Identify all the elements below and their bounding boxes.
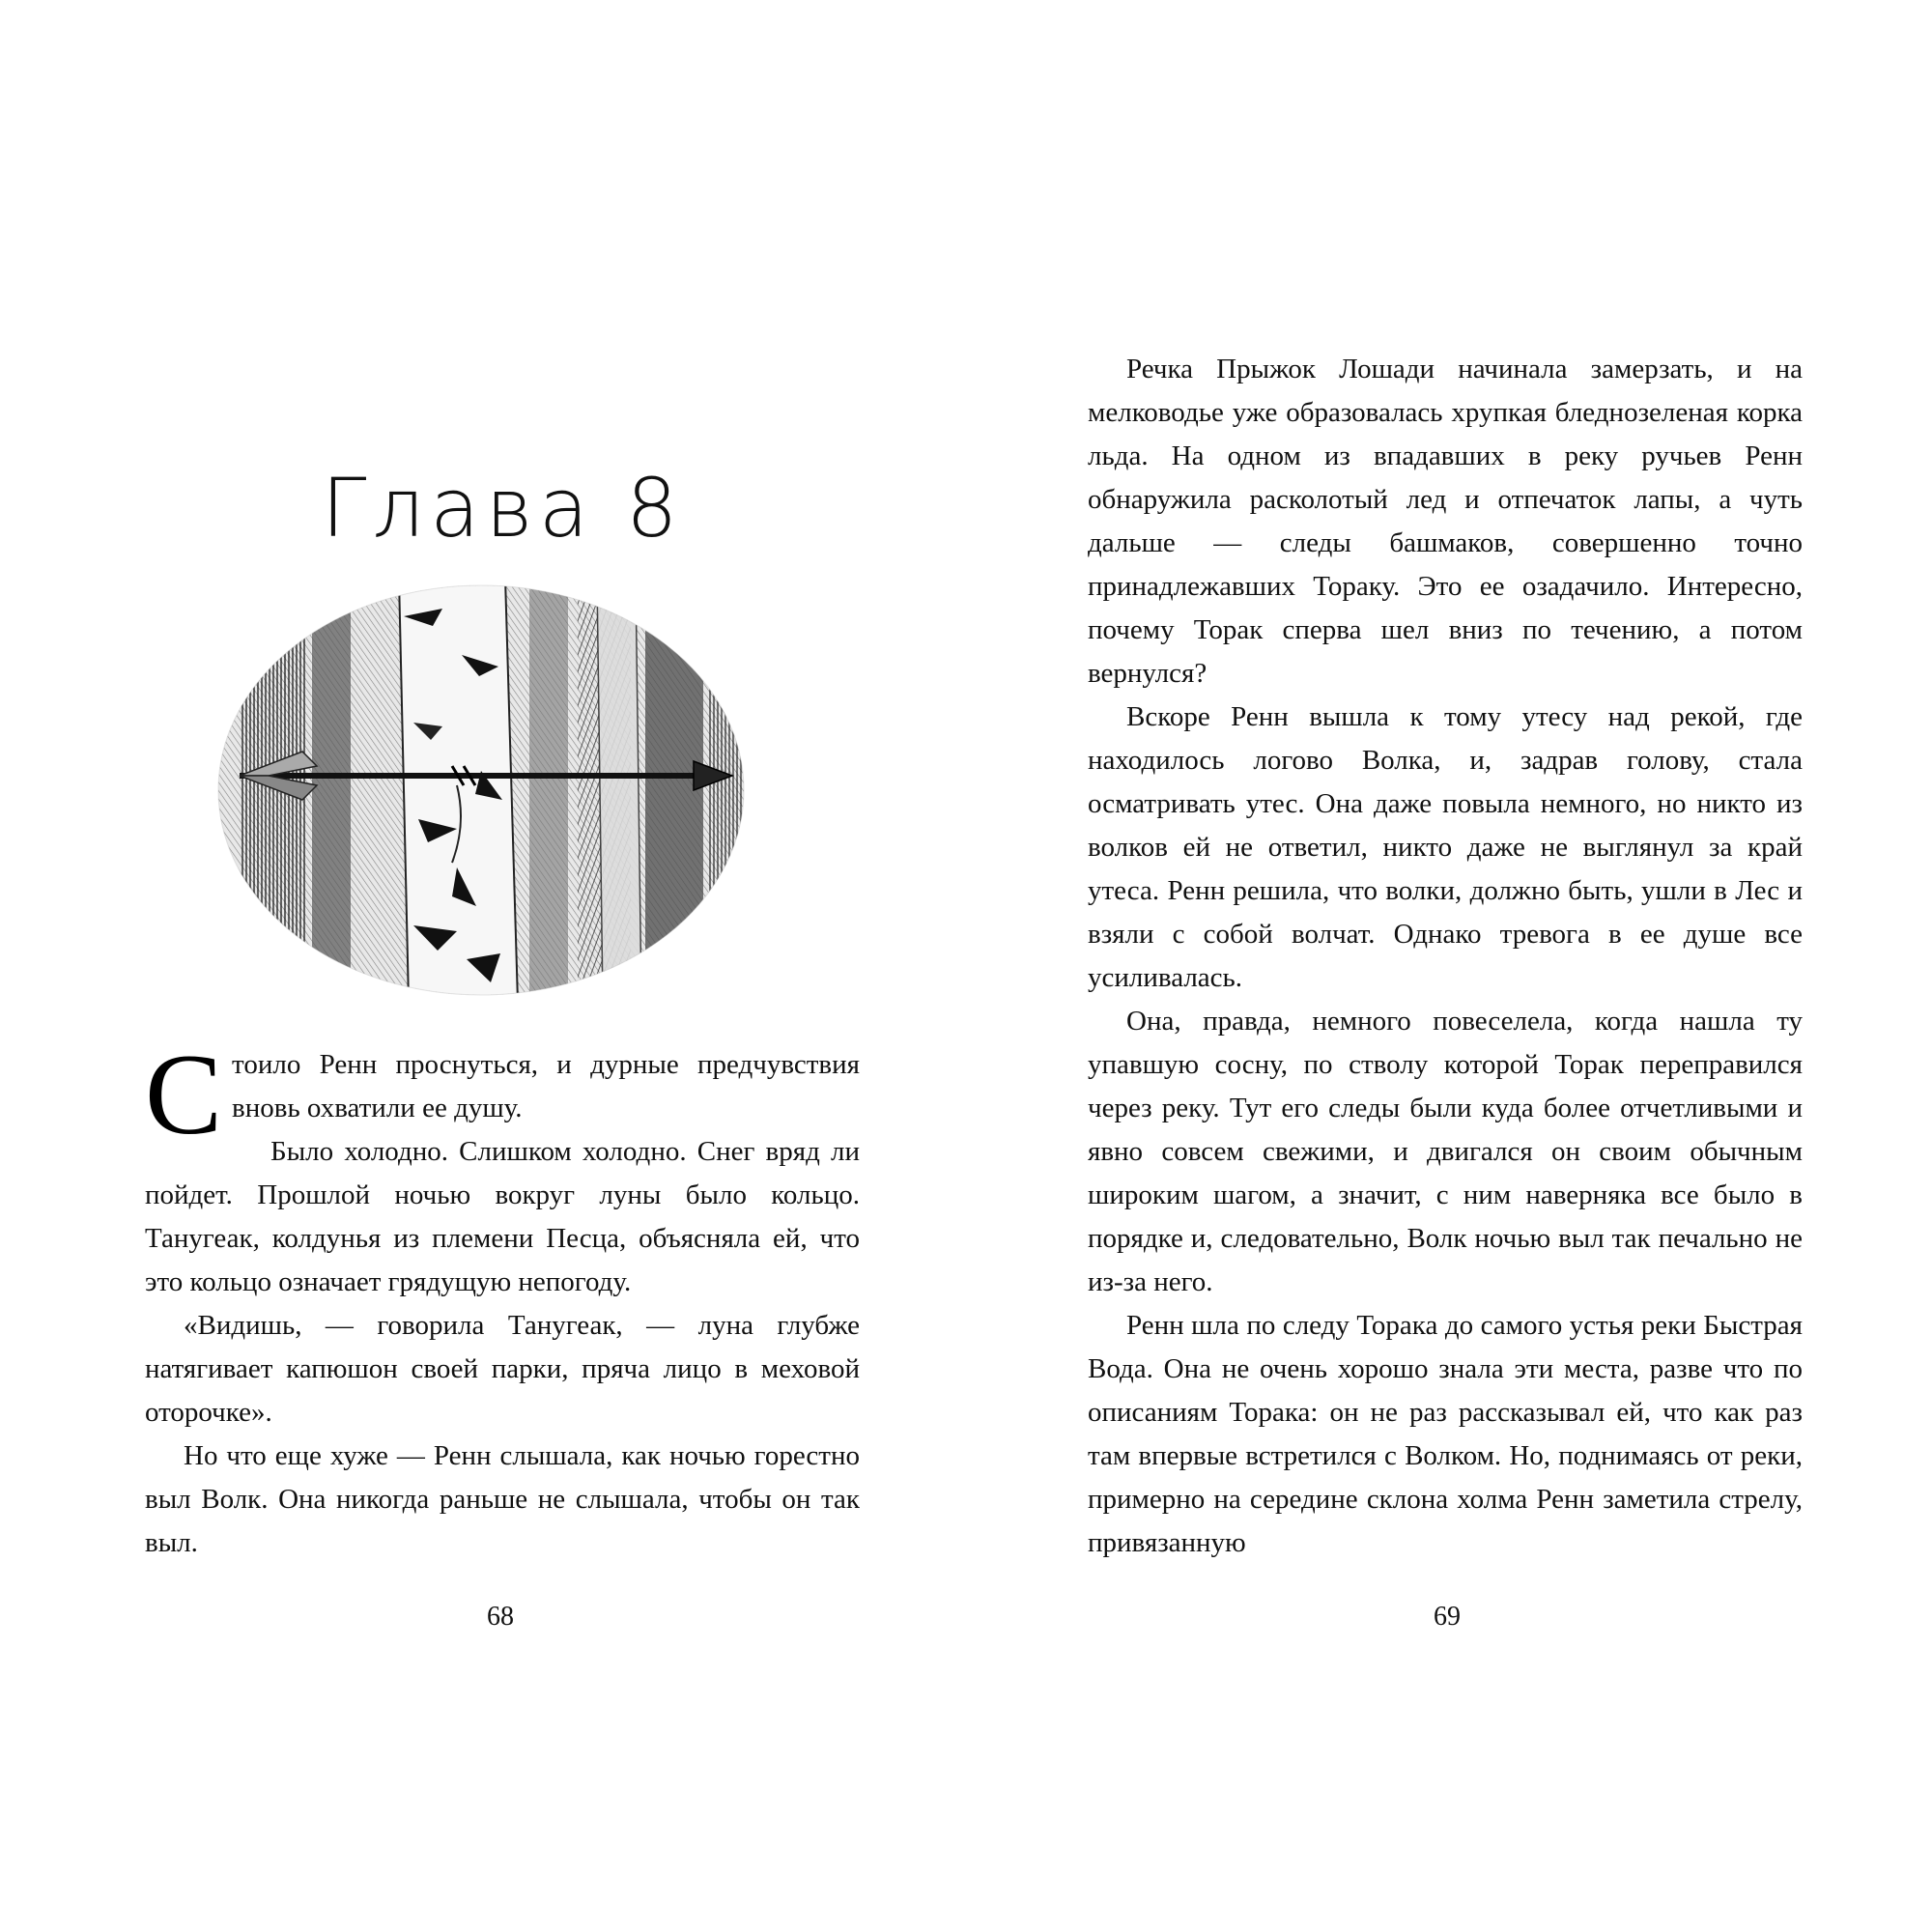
- left-page-text: [145, 1030, 860, 1565]
- paragraph: Она, правда, немного повеселела, когда нашла ту упавшую сосну, по стволу которой Торак переправился через реку. Тут его следы были куда более отчетливыми и явно совсем свежими, и двигался он своим обычным широким шагом, а значит, с ним наверняка все было в порядке и, следовательно, Волк ночью выл так печально не из-за него.: [1088, 1006, 1803, 1297]
- paragraph: [145, 1030, 860, 1158]
- chapter-title: Глава 8: [321, 461, 684, 555]
- paragraph: Но что еще хуже — Ренн слышала, как ночью горестно выл Волк. Она никогда раньше не слышала, чтобы он так выл.: [145, 1440, 860, 1558]
- right-page-text: [1088, 348, 1803, 1565]
- paragraph: Речка Прыжок Лошади начинала замерзать, и на мелководье уже образовалась хрупкая бледнозеленая корка льда. На одном из впадавших в реку ручьев Ренн обнаружила расколотый лед и отпечаток лапы, а чуть дальше — следы башмаков, совершенно точно принадлежавших Тораку. Это ее озадачило. Интересно, почему Торак сперва шел вниз по течению, а потом вернулся?: [1088, 354, 1803, 689]
- paragraph: «Видишь, — говорила Танугеак, — луна глубже натягивает капюшон своей парки, пряча лицо в меховой оторочке».: [145, 1310, 860, 1428]
- paragraph-text: тоило Ренн проснуться, и дурные предчувствия вновь охватили ее душу.: [232, 1049, 860, 1123]
- paragraph: Вскоре Ренн вышла к тому утесу над рекой, где находилось логово Волка, и, задрав голову, стала осматривать утес. Она даже повыла немного, но никто из волков ей не ответил, никто даже не выглянул за край утеса. Ренн решила, что волки, должно быть, ушли в Лес и взяли с собой волчат. Однако тревога в ее душе все усиливалась.: [1088, 701, 1803, 993]
- page-number: 68: [487, 1602, 514, 1632]
- paragraph: Ренн шла по следу Торака до самого устья реки Быстрая Вода. Она не очень хорошо знала эти места, разве что по описаниям Торака: он не раз рассказывал ей, что как раз там впервые встретился с Волком. Но, поднимаясь от реки, примерно на середине склона холма Ренн заметила стрелу, привязанную: [1088, 1310, 1803, 1558]
- birch-trees-with-arrow-icon: [211, 578, 752, 1003]
- page-number: 69: [1434, 1602, 1461, 1632]
- right-page: [966, 0, 1932, 1932]
- dropcap: С: [145, 1030, 223, 1158]
- paragraph: Было холодно. Слишком холодно. Снег вряд ли пойдет. Прошлой ночью вокруг луны было кольцо. Танугеак, колдунья из племени Песца, объясняла ей, что это кольцо означает грядущую непогоду.: [145, 1136, 860, 1297]
